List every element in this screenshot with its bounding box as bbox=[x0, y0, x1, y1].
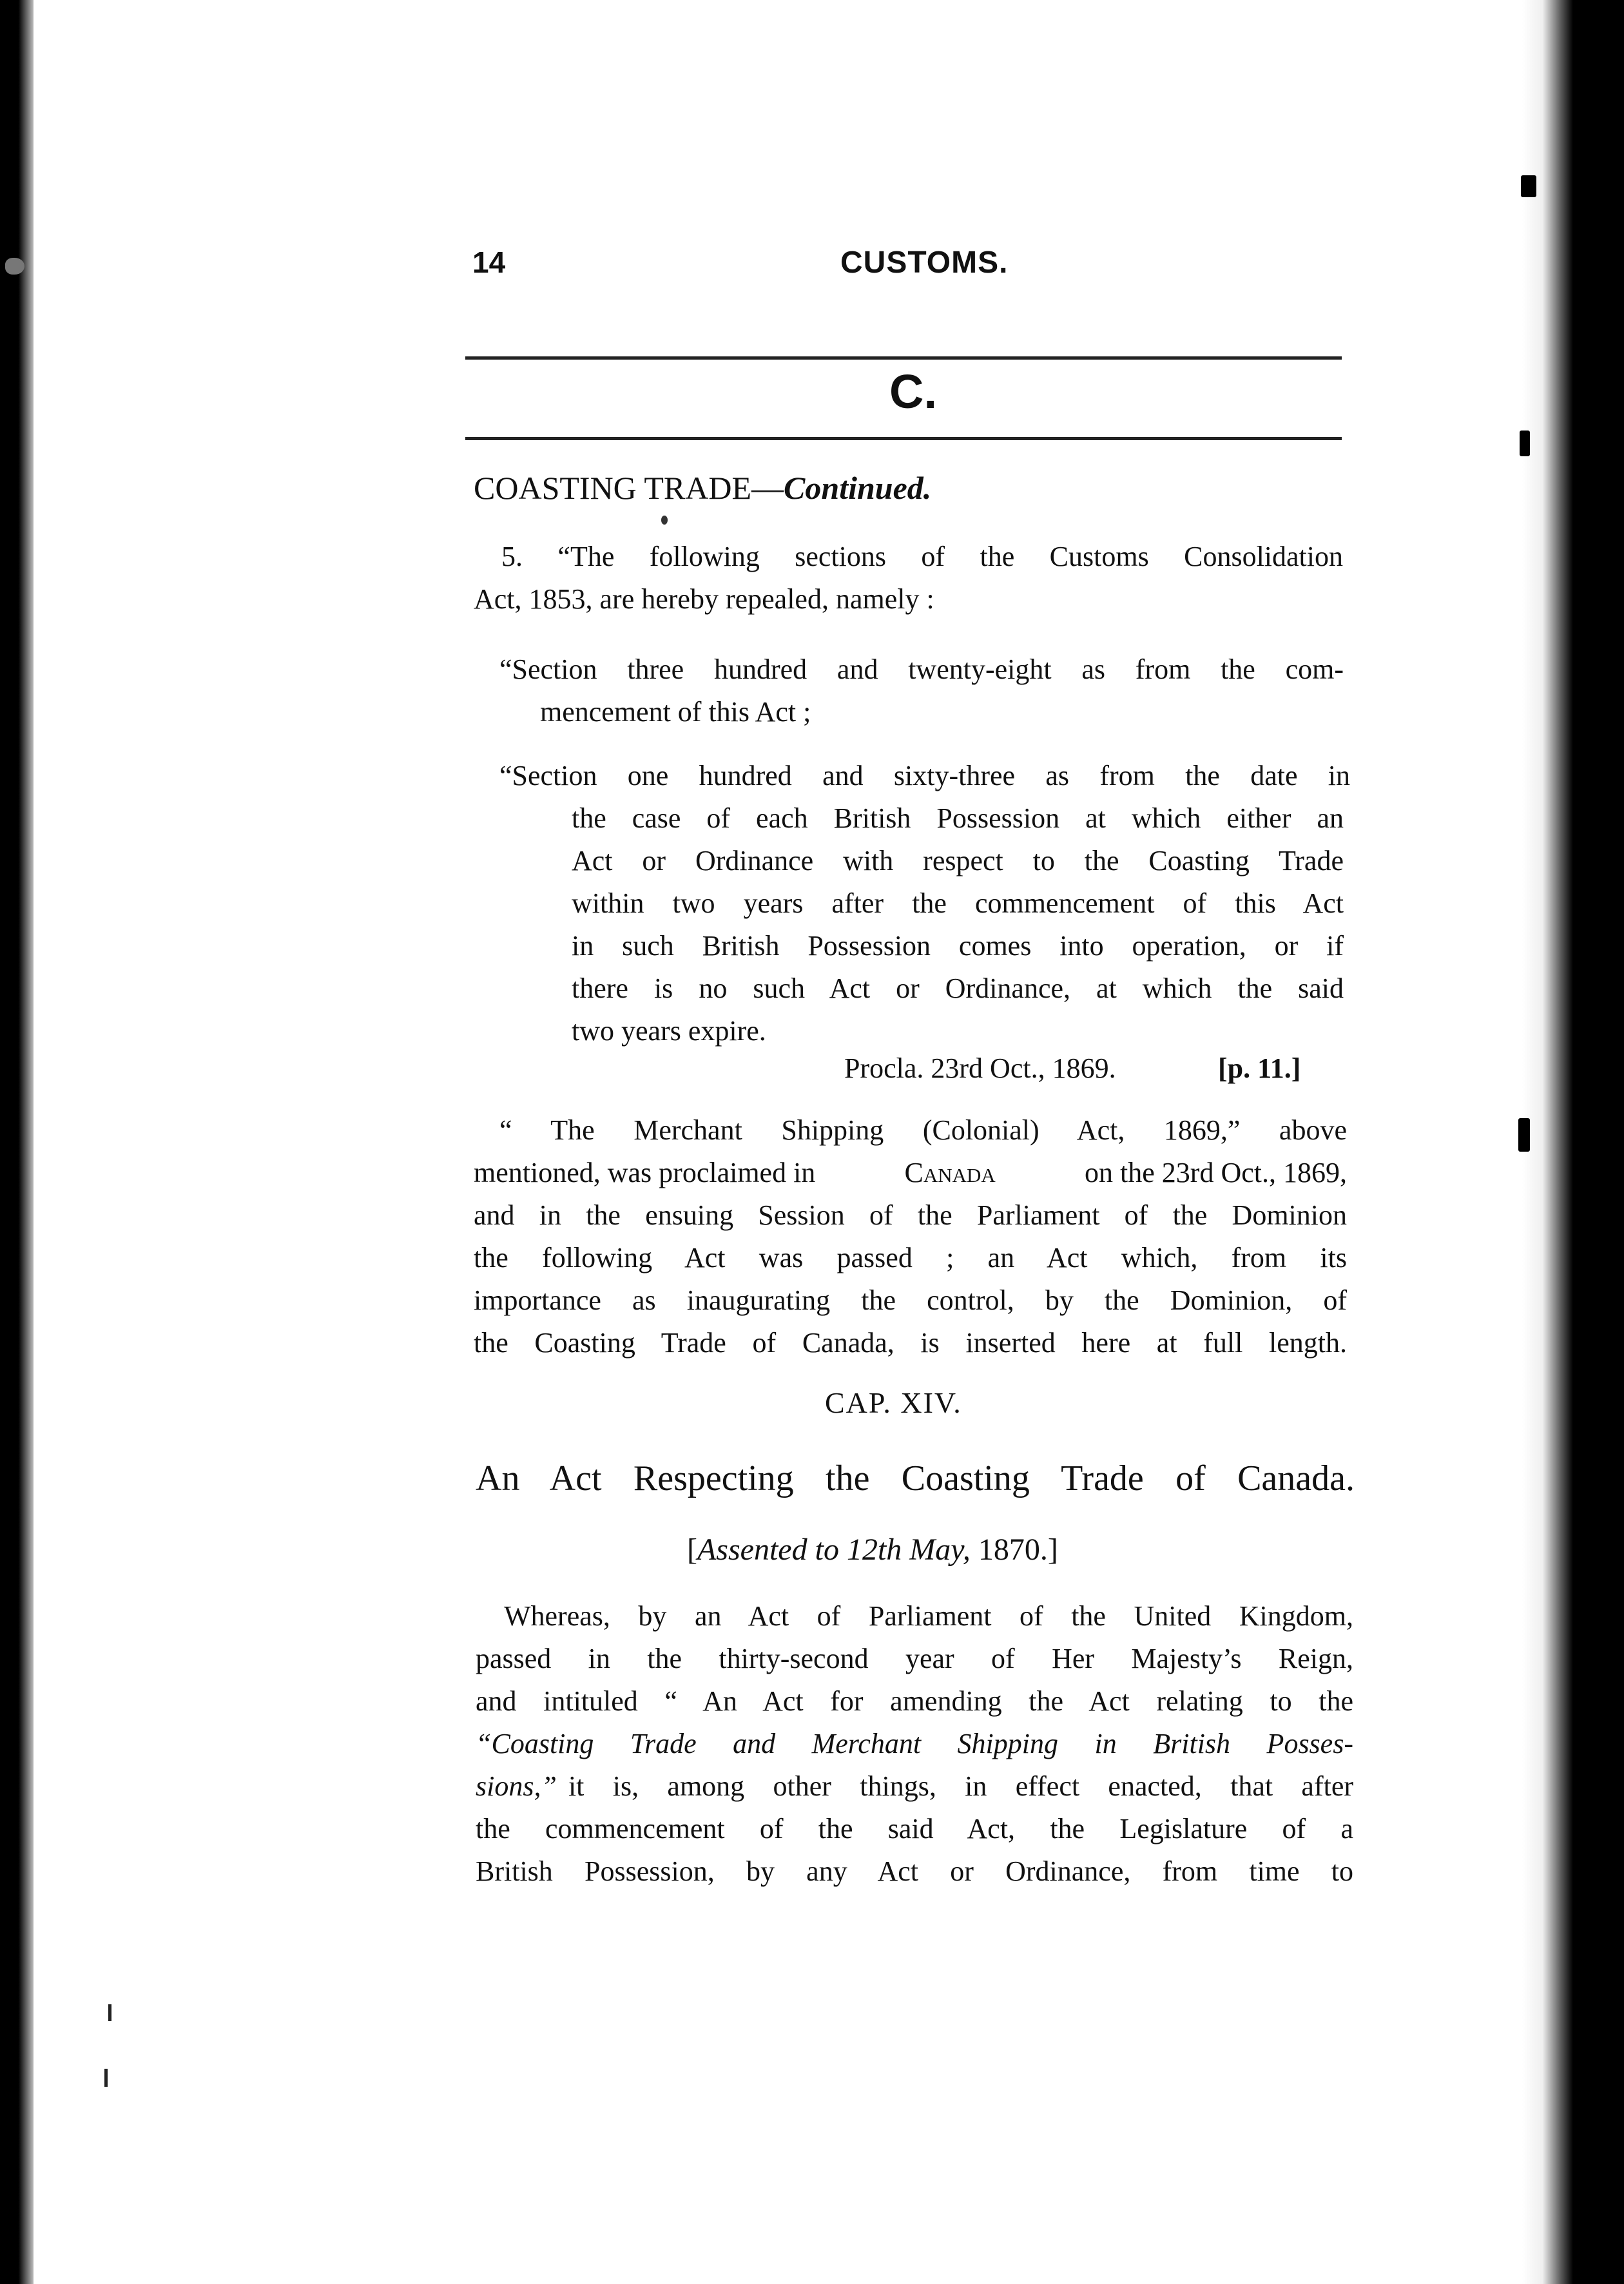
merchant-line-3: and in the ensuing Session of the Parliament of the Dominion bbox=[474, 1199, 1347, 1231]
bottom-rule bbox=[465, 437, 1342, 440]
quote2-line-4: within two years after the commencement of this Act bbox=[572, 887, 1344, 919]
quote2-line-1: “Section one hundred and sixty-three as from the date in bbox=[499, 760, 1350, 791]
scan-smudge bbox=[5, 258, 24, 275]
merchant-line-2 bbox=[474, 1152, 1347, 1194]
para5-line-1: 5. “The following sections of the Customs Consolidation bbox=[501, 541, 1343, 572]
scan-right-notch bbox=[1518, 1118, 1530, 1152]
section-heading-continued: Continued. bbox=[784, 470, 932, 506]
whereas-line-1: Whereas, by an Act of Parliament of the United Kingdom, bbox=[504, 1600, 1353, 1632]
page-reference: [p. 11.] bbox=[1218, 1052, 1301, 1084]
whereas-line-5 bbox=[476, 1765, 1353, 1808]
para5-line-2: Act, 1853, are hereby repealed, namely : bbox=[474, 583, 934, 615]
scan-right-notch bbox=[1520, 431, 1530, 456]
scan-tick-mark bbox=[104, 2069, 108, 2087]
scan-tick-mark bbox=[108, 2004, 111, 2021]
assent-italic: Assented to 12th May, bbox=[697, 1533, 971, 1567]
act-title: An Act Respecting the Coasting Trade of Canada. bbox=[476, 1458, 1355, 1498]
assent-bracket: [ bbox=[687, 1533, 697, 1567]
quote2-line-7: two years expire. bbox=[572, 1015, 766, 1047]
page-number: 14 bbox=[472, 246, 506, 279]
merchant-line-6: the Coasting Trade of Canada, is inserted here at full length. bbox=[474, 1327, 1347, 1359]
assent-date bbox=[687, 1532, 1058, 1567]
ink-dot bbox=[661, 516, 668, 525]
whereas-line-7: British Possession, by any Act or Ordinance, from time to bbox=[476, 1855, 1353, 1887]
whereas-line-3: and intituled “ An Act for amending the Act relating to the bbox=[476, 1685, 1353, 1717]
quote2-line-3: Act or Ordinance with respect to the Coasting Trade bbox=[572, 845, 1344, 876]
top-rule bbox=[465, 356, 1342, 360]
quote1-line-1: “Section three hundred and twenty-eight as from the com- bbox=[499, 653, 1344, 685]
canada-small-caps: Canada bbox=[904, 1157, 996, 1188]
quote1-line-2: mencement of this Act ; bbox=[540, 696, 811, 728]
scan-left-border bbox=[0, 0, 34, 2284]
section-heading bbox=[474, 469, 931, 507]
whereas-line-5-rest: it is, among other things, in effect enacted, that after bbox=[568, 1770, 1353, 1802]
section-heading-main: COASTING TRADE— bbox=[474, 470, 784, 506]
merchant-line-2-start: mentioned, was proclaimed in bbox=[474, 1157, 816, 1188]
assent-year: 1870.] bbox=[978, 1533, 1058, 1567]
merchant-line-5: importance as inaugurating the control, by the Dominion, of bbox=[474, 1284, 1347, 1316]
whereas-line-5-italic: sions,” bbox=[476, 1770, 557, 1802]
whereas-line-6: the commencement of the said Act, the Legislature of a bbox=[476, 1813, 1353, 1844]
running-title: CUSTOMS. bbox=[840, 246, 1009, 280]
quote2-line-5: in such British Possession comes into operation, or if bbox=[572, 930, 1344, 962]
merchant-line-2-end: on the 23rd Oct., 1869, bbox=[1085, 1157, 1347, 1188]
quote2-line-6: there is no such Act or Ordinance, at which the said bbox=[572, 973, 1344, 1004]
scan-right-notch bbox=[1521, 175, 1536, 197]
whereas-line-2: passed in the thirty-second year of Her Majesty’s Reign, bbox=[476, 1643, 1353, 1674]
merchant-line-4: the following Act was passed ; an Act which, from its bbox=[474, 1242, 1347, 1273]
scan-right-border bbox=[1522, 0, 1624, 2284]
chapter-heading: CAP. XIV. bbox=[825, 1386, 962, 1419]
section-letter: C. bbox=[889, 365, 937, 418]
proclamation-citation: Procla. 23rd Oct., 1869. bbox=[844, 1052, 1116, 1084]
whereas-line-4: “Coasting Trade and Merchant Shipping in British Posses- bbox=[476, 1728, 1353, 1759]
quote2-line-2: the case of each British Possession at which either an bbox=[572, 802, 1344, 834]
merchant-line-1: “ The Merchant Shipping (Colonial) Act, 1869,” above bbox=[499, 1114, 1347, 1146]
